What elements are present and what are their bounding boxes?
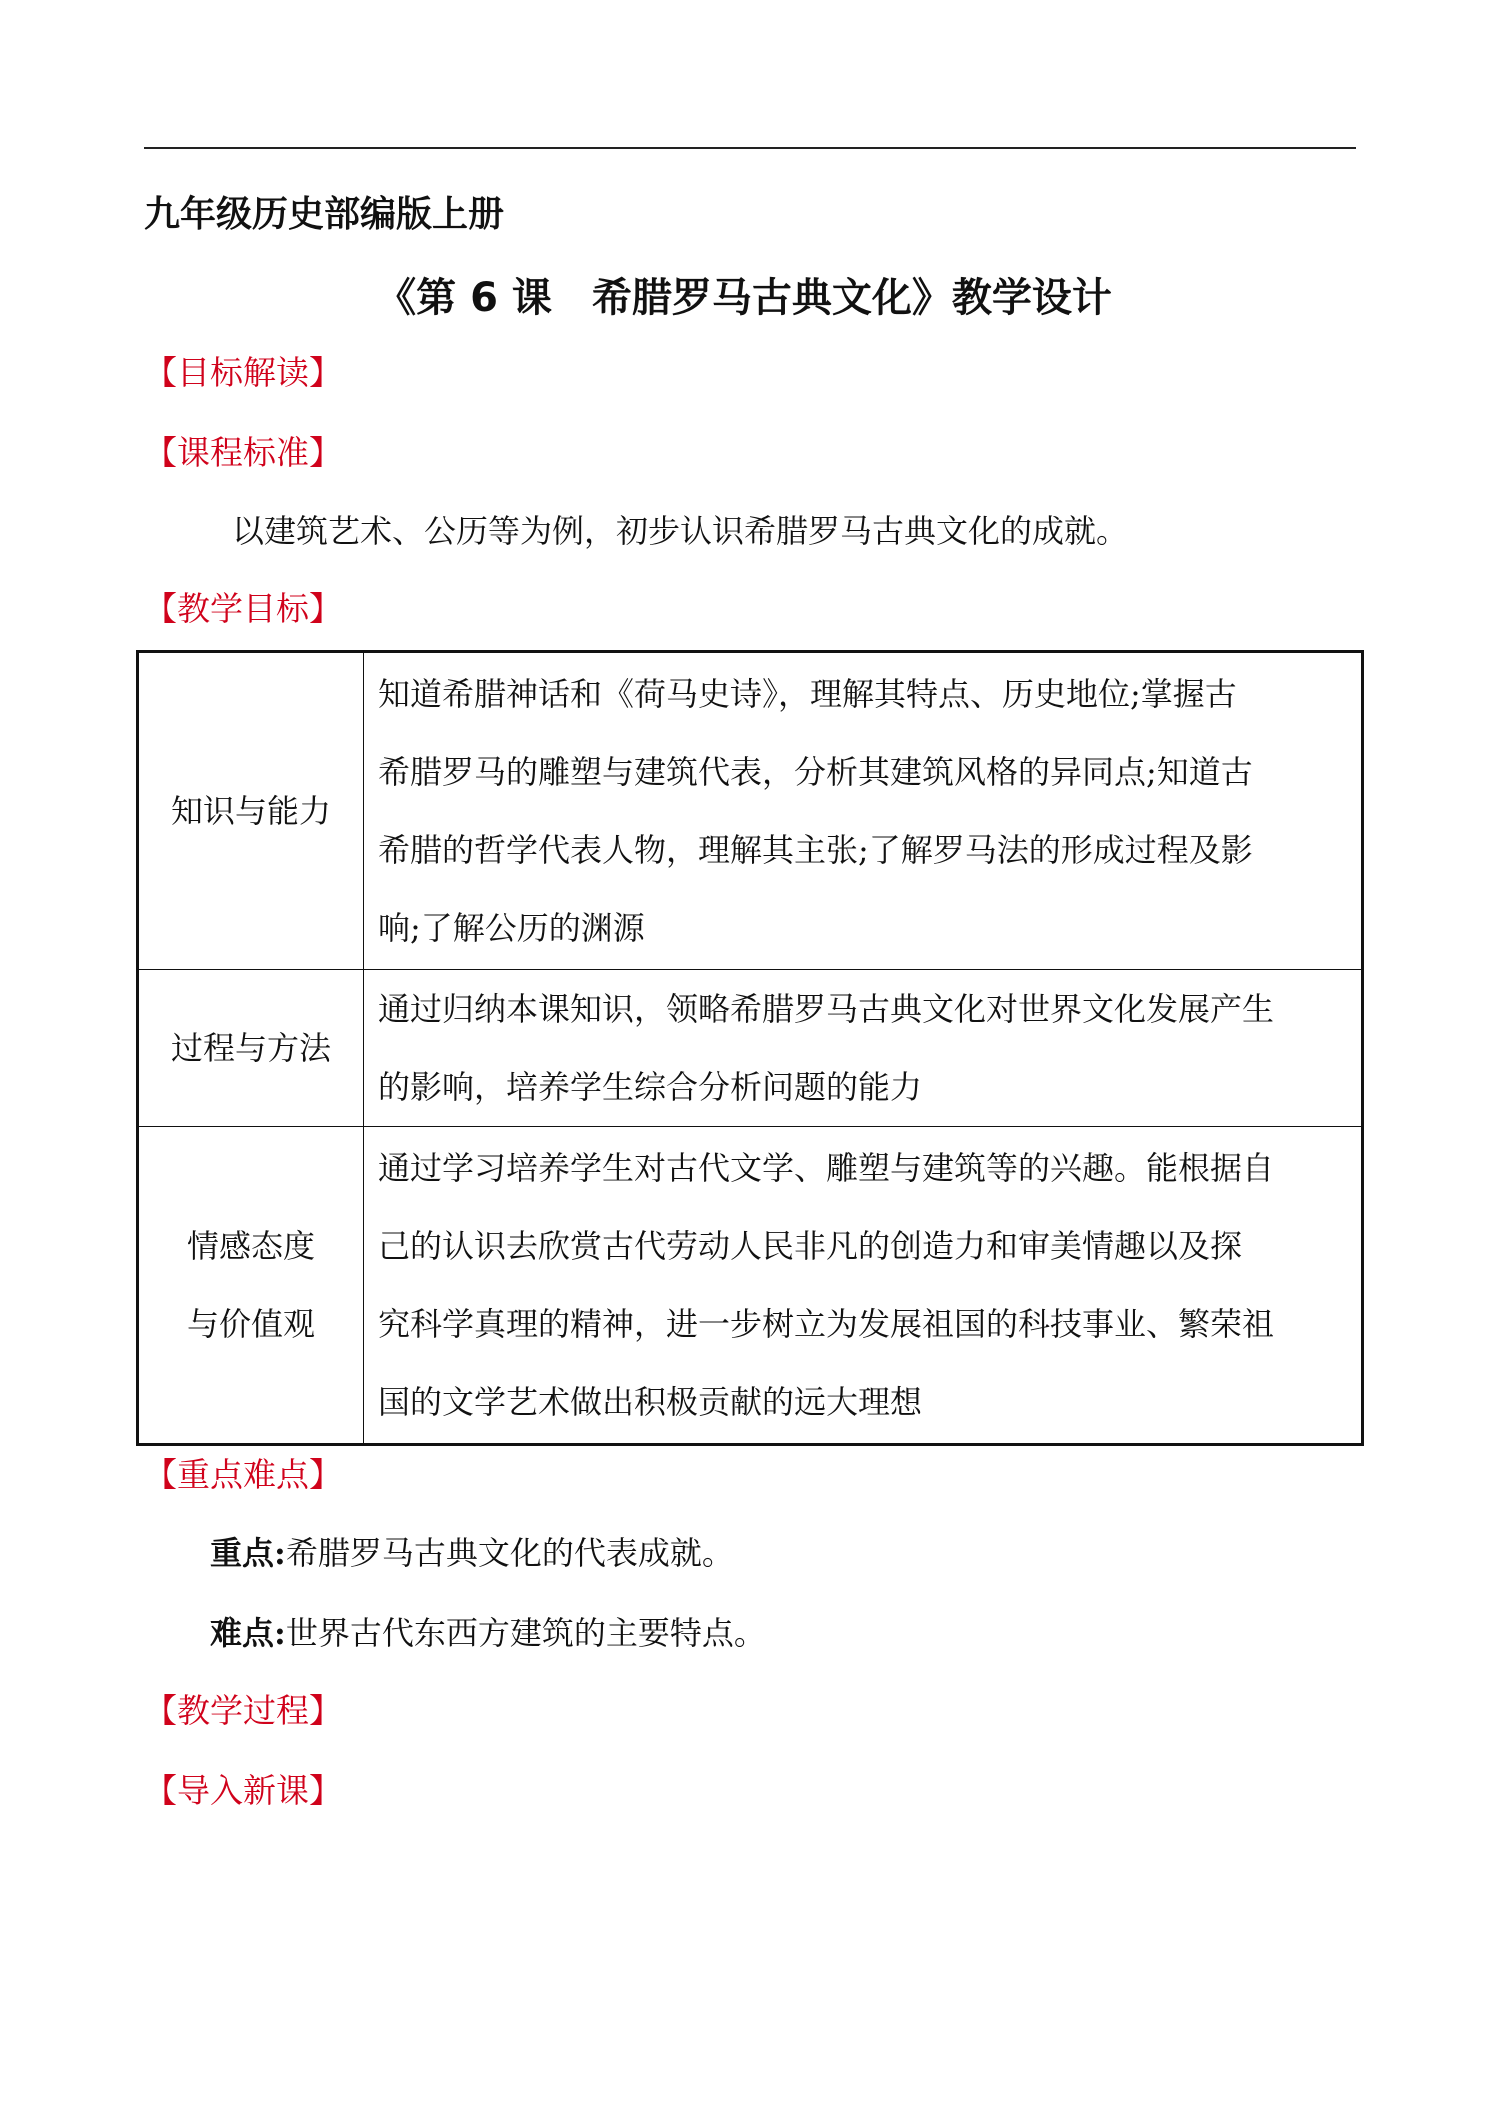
section-target-reading: 【目标解读】 xyxy=(144,353,342,392)
section-teaching-goals: 【教学目标】 xyxy=(144,589,342,628)
goal-label-line: 知识与能力 xyxy=(170,792,331,830)
key-point-label: 重点: xyxy=(210,1534,286,1572)
goal-content-process xyxy=(364,970,1363,1127)
goal-content-emotion xyxy=(364,1127,1363,1445)
goal-content-line: 知道希腊神话和《荷马史诗》，理解其特点、历史地位;掌握古 xyxy=(378,675,1237,713)
goal-content-knowledge xyxy=(364,652,1363,970)
goal-content-line: 究科学真理的精神，进一步树立为发展祖国的科技事业、繁荣祖 xyxy=(378,1305,1275,1343)
header-rule xyxy=(144,147,1356,149)
goal-label-knowledge xyxy=(138,652,364,970)
table-row xyxy=(138,652,1363,970)
document-title: 《第 6 课 希腊罗马古典文化》教学设计 xyxy=(376,275,1112,321)
difficult-point xyxy=(210,1610,766,1656)
document-heading: 九年级历史部编版上册 xyxy=(144,194,505,235)
goal-content-line: 希腊罗马的雕塑与建筑代表，分析其建筑风格的异同点;知道古 xyxy=(378,753,1253,791)
table-row xyxy=(138,1127,1363,1445)
goal-label-process xyxy=(138,970,364,1127)
goal-content-line: 通过学习培养学生对古代文学、雕塑与建筑等的兴趣。能根据自 xyxy=(378,1149,1275,1187)
section-new-lesson-intro: 【导入新课】 xyxy=(144,1771,342,1810)
table-row xyxy=(138,970,1363,1127)
goal-label-line: 过程与方法 xyxy=(170,1029,331,1067)
key-point-text: 希腊罗马古典文化的代表成就。 xyxy=(285,1534,734,1572)
goal-content-line: 响;了解公历的渊源 xyxy=(378,909,645,947)
goal-content-line: 的影响，培养学生综合分析问题的能力 xyxy=(378,1068,923,1106)
goal-label-line: 与价值观 xyxy=(186,1305,315,1343)
section-teaching-process: 【教学过程】 xyxy=(144,1691,342,1730)
goal-content-line: 希腊的哲学代表人物，理解其主张;了解罗马法的形成过程及影 xyxy=(378,831,1253,869)
goal-label-emotion xyxy=(138,1127,364,1445)
teaching-goals-table xyxy=(136,650,1364,1446)
goal-content-line: 己的认识去欣赏古代劳动人民非凡的创造力和审美情趣以及探 xyxy=(378,1227,1243,1265)
difficult-point-label: 难点: xyxy=(210,1614,286,1652)
goal-content-line: 通过归纳本课知识，领略希腊罗马古典文化对世界文化发展产生 xyxy=(378,990,1275,1028)
curriculum-standard-text: 以建筑艺术、公历等为例，初步认识希腊罗马古典文化的成就。 xyxy=(232,512,1129,550)
goal-label-line: 情感态度 xyxy=(186,1227,315,1265)
section-curriculum-standard: 【课程标准】 xyxy=(144,433,342,472)
goal-content-line: 国的文学艺术做出积极贡献的远大理想 xyxy=(378,1383,923,1421)
difficult-point-text: 世界古代东西方建筑的主要特点。 xyxy=(285,1614,766,1652)
key-point xyxy=(210,1530,734,1576)
section-key-difficult: 【重点难点】 xyxy=(144,1455,342,1494)
